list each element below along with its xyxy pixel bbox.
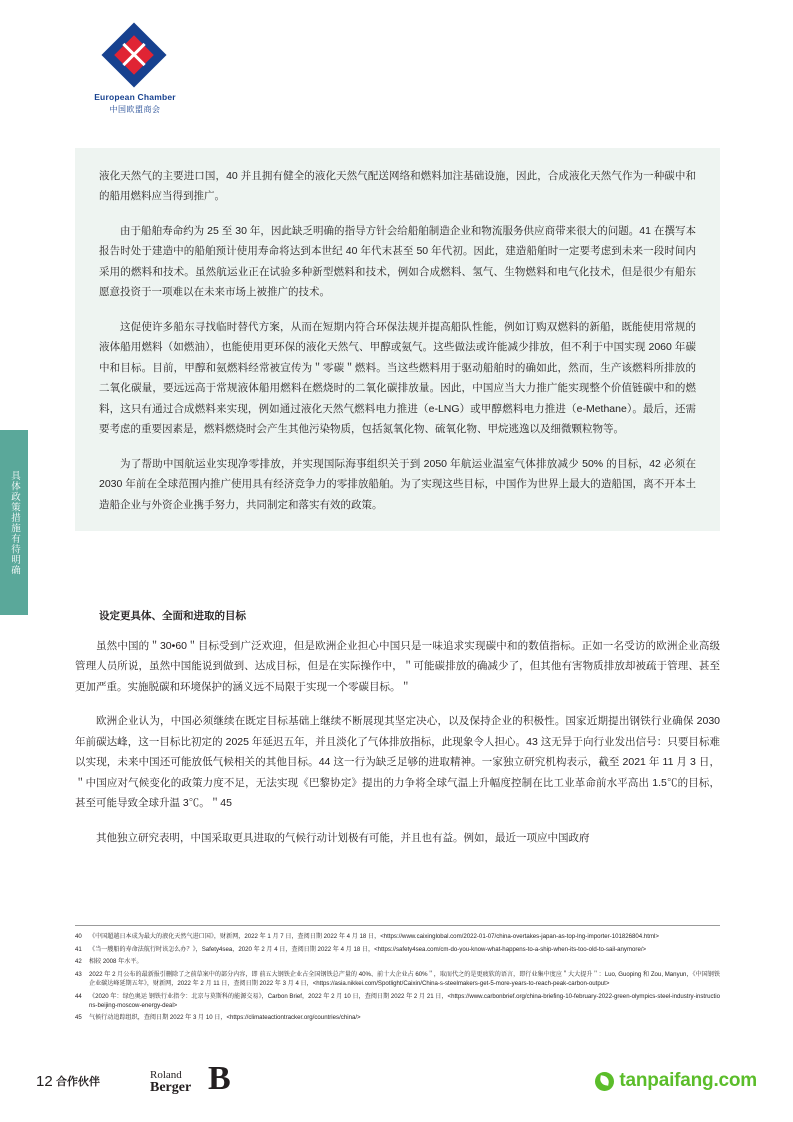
section-heading: 设定更具体、全面和进取的目标	[99, 610, 246, 622]
footnote-item	[75, 945, 720, 954]
tanpaifang-site-name: tanpaifang.com	[619, 1070, 757, 1091]
footnote-number: 44	[75, 992, 82, 1000]
roland-berger-logo	[150, 1070, 191, 1096]
footnote-number: 41	[75, 945, 82, 953]
footnote-item	[75, 970, 720, 988]
footnote-item	[75, 957, 720, 966]
roland-berger-line2: Berger	[150, 1080, 192, 1096]
chapter-side-tab-label: 具体政策措施有待明确	[9, 470, 20, 575]
footnote-text: 《2020 年：绿色奥运 钢铁行业指令：北京与莫斯科的能源交易》，Carbon Brief，2022 年 2 月 10 日，查阅日期 2022 年 2 月 21 日，<https://www.carbonbrief.org/china-briefing-10-february-2022-green-olympics-steel-industry-instructions-beijing-moscow-energy-deal>	[89, 992, 720, 1009]
footnote-number: 43	[75, 970, 82, 978]
footnote-number: 45	[75, 1014, 82, 1022]
footnote-number: 40	[75, 933, 82, 940]
footnote-text: 《中国超越日本成为最大的液化天然气进口国》，财新网，2022 年 1 月 7 日，查阅日期 2022 年 4 月 18 日，<https://www.caixinglobal.com/2022-01-07/china-overtakes-japan-as-top-lng-importer-101826804.html>	[89, 933, 659, 940]
green-leaf-icon	[595, 1072, 614, 1091]
roland-berger-mark: B	[208, 1060, 231, 1097]
european-chamber-logo	[75, 30, 195, 115]
footnote-item	[75, 992, 720, 1010]
footnote-item	[75, 1013, 720, 1022]
footnotes-section	[75, 925, 720, 1026]
paragraph: 液化天然气的主要进口国，40 并且拥有健全的液化天然气配送网络和燃料加注基础设施，因此，合成液化天然气作为一种碳中和的船用燃料应当得到推广。	[99, 170, 696, 203]
paragraph: 由于船舶寿命约为 25 至 30 年，因此缺乏明确的指导方针会给船舶制造企业和物流服务供应商带来很大的问题。41 在撰写本报告时处于建造中的船舶预计使用寿命将达到本世纪 40 年代末甚至 50 年代初。因此，建造船舶时一定要考虑到未来一段时间内采用的燃料和技术。虽然航运业正在试验多种新型燃料和技术，例如合成燃料、氢气、生物燃料和电气化技术，但是很少有船东愿意投资于一项难以在未来市场上被推广的技术。	[99, 224, 696, 299]
section-body	[75, 636, 720, 862]
paragraph: 为了帮助中国航运业实现净零排放，并实现国际海事组织关于到 2050 年航运业温室气体排放减少 50% 的目标，42 必须在 2030 年前在全球范围内推广使用具有经济竞争力的零排放船舶。为了实现这些目标，中国作为世界上最大的造船国，离不开本土造船企业与外资企业携手努力，共同制定和落实有效的政策。	[99, 457, 696, 511]
footnote-text: 气候行动追踪组织，查阅日期 2022 年 3 月 10 日，<https://climateactiontracker.org/countries/china/>	[89, 1014, 361, 1022]
footnote-text: 《当一艘船的寿命法航行时该怎么办？》，Safety4sea，2020 年 2 月 4 日，查阅日期 2022 年 4 月 18 日，<https://safety4sea.com/cm-do-you-know-what-happens-to-a-ship-when-its-too-old-to-sail-anymore/>	[89, 945, 647, 953]
paragraph: 虽然中国的＂30•60＂目标受到广泛欢迎，但是欧洲企业担心中国只是一味追求实现碳中和的数值指标。正如一名受访的欧洲企业高级管理人员所说，虽然中国能说到做到、达成目标，但是在实际操作中，＂可能碳排放的确减少了，但其他有害物质排放却被疏于管理、甚至更加严重。实施脱碳和环境保护的涵义远不局限于实现一个零碳目标。＂	[75, 640, 720, 693]
footnote-item	[75, 932, 720, 941]
footnote-text: 2022 年 2 月公布的最新报引删除了之前草案中的部分内容，即 前五大钢铁企业占全国钢铁总产量的 40%、前十大企业占 60%＂，取而代之的是更疲软的语言，即行业集中度应＂大大提升＂：Luo, Guoping 和 Zou, Manyun，《中国钢铁企业碳达峰延期五年》，财新网，2022 年 2 月 11 日，查阅日期 2022 年 3 月 4 日，<https://asia.nikkei.com/Spotlight/Caixin/China-s-steelmakers-get-5-more-years-to-reach-peak-carbon-output>	[89, 970, 720, 988]
paragraph: 欧洲企业认为，中国必须继续在既定目标基础上继续不断展现其坚定决心，以及保持企业的积极性。国家近期提出钢铁行业确保 2030 年前碳达峰，这一目标比初定的 2025 年延迟五年，并且淡化了气体排放指标，此现象令人担心。43 这无异于向行业发出信号：只要目标难以实现，未来中国还可能放低气候相关的其他目标。44 这一行为缺乏足够的进取精神。一家独立研究机构表示，截至 2021 年 11 月 3 日，＂中国应对气候变化的政策力度不足，无法实现《巴黎协定》提出的力争将全球气温上升幅度控制在比工业革命前水平高出 1.5℃的目标，甚至可能导致全球升温 3℃。＂45	[75, 715, 720, 810]
page-number: 12	[36, 1073, 53, 1090]
highlighted-text-block	[75, 148, 720, 531]
footnote-text: 相较 2008 年水平。	[89, 958, 143, 966]
eu-chamber-diamond-icon	[107, 30, 163, 86]
partner-label: 合作伙伴	[56, 1076, 100, 1088]
chapter-side-tab	[0, 430, 28, 615]
roland-berger-line1: Roland	[150, 1068, 182, 1081]
footnote-number: 42	[75, 958, 82, 966]
logo-name-en: European Chamber	[94, 92, 176, 102]
tanpaifang-watermark	[595, 1070, 757, 1092]
paragraph: 其他独立研究表明，中国采取更具进取的气候行动计划极有可能，并且也有益。例如，最近一项应中国政府	[96, 831, 590, 844]
logo-name-cn: 中国欧盟商会	[109, 105, 161, 114]
footnote-divider	[75, 925, 720, 926]
paragraph: 这促使许多船东寻找临时替代方案，从而在短期内符合环保法规并提高船队性能，例如订购双燃料的新船，既能使用常规的液体船用燃料（如燃油），也能使用更环保的液化天然气、甲醇或氨气。这些做法或许能减少排放，但不利于中国实现 2060 年碳中和目标。目前，甲醇和氨燃料经常被宣传为＂零碳＂燃料。当这些燃料用于驱动船舶时的确如此，然而，生产该燃料所排放的二氧化碳量，要远远高于常规液体船用燃料在燃烧时的二氧化碳排放量。因此，中国应当大力推广能实现整个价值链碳中和的燃料，这只有通过合成燃料来实现，例如通过液化天然气燃料电力推进（e-LNG）或甲醇燃料电力推进（e-Methane）。最后，还需要考虑的重要因素是，燃料燃烧时会产生其他污染物质，包括氮氧化物、硫氧化物、甲烷逃逸以及细微颗粒物等。	[99, 320, 696, 436]
